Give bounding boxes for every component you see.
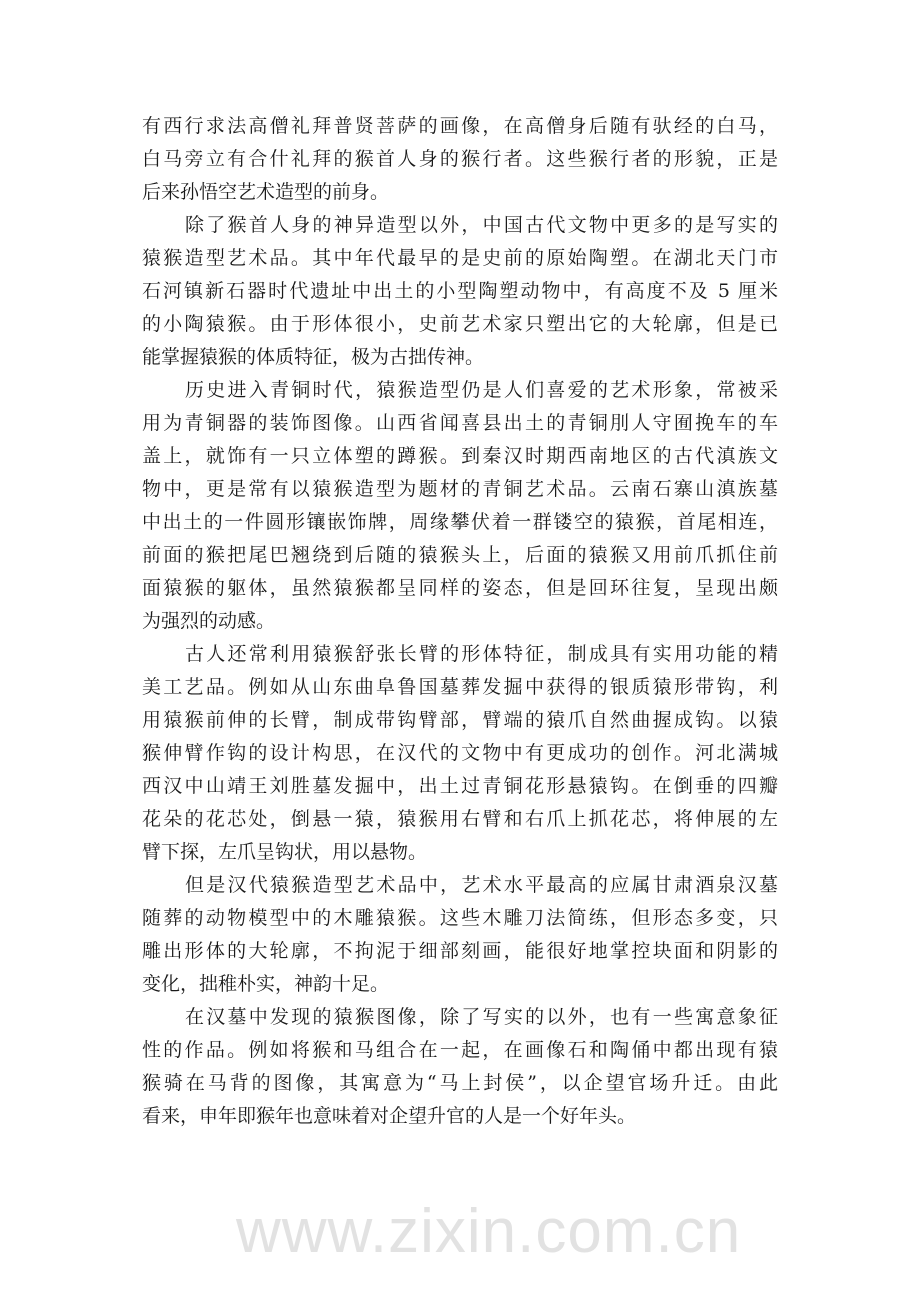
paragraph xyxy=(142,638,778,869)
text-line: 中出土的一件圆形镶嵌饰牌，周缘攀伏着一群镂空的猿猴，首尾相连， xyxy=(142,511,778,533)
text-line: 石河镇新石器时代遗址中出土的小型陶塑动物中，有高度不及 5 厘米 xyxy=(142,280,778,302)
text-line: 变化，拙稚朴实，神韵十足。 xyxy=(142,973,390,995)
text-line: 猿猴造型艺术品。其中年代最早的是史前的原始陶塑。在湖北天门市 xyxy=(142,247,778,269)
watermark: www.zixin.com.cn xyxy=(236,1197,742,1266)
paragraph xyxy=(142,869,778,1001)
paragraph xyxy=(142,374,778,638)
text-line: 白马旁立有合什礼拜的猴首人身的猴行者。这些猴行者的形貌，正是 xyxy=(142,148,778,170)
text-line: 西汉中山靖王刘胜墓发掘中，出土过青铜花形悬猿钩。在倒垂的四瓣 xyxy=(142,775,778,797)
text-line: 用为青铜器的装饰图像。山西省闻喜县出土的青铜刖人守囿挽车的车 xyxy=(142,412,778,434)
text-line: 猴骑在马背的图像，其寓意为“马上封侯”，以企望官场升迁。由此 xyxy=(142,1072,778,1094)
paragraph xyxy=(142,1001,778,1133)
text-line: 花朵的花芯处，倒悬一猿，猿猴用右臂和右爪上抓花芯，将伸展的左 xyxy=(142,808,778,830)
text-line: 猴伸臂作钩的设计构思，在汉代的文物中有更成功的创作。河北满城 xyxy=(142,742,778,764)
paragraph xyxy=(142,110,778,209)
text-line: 物中，更是常有以猿猴造型为题材的青铜艺术品。云南石寨山滇族墓 xyxy=(142,478,778,500)
text-line: 有西行求法高僧礼拜普贤菩萨的画像，在高僧身后随有驮经的白马， xyxy=(142,115,778,137)
text-line: 前面的猴把尾巴翘绕到后随的猿猴头上，后面的猿猴又用前爪抓住前 xyxy=(142,544,778,566)
text-line: 随葬的动物模型中的木雕猿猴。这些木雕刀法简练，但形态多变，只 xyxy=(142,907,778,929)
text-line: 用猿猴前伸的长臂，制成带钩臂部，臂端的猿爪自然曲握成钩。以猿 xyxy=(142,709,778,731)
text-line: 盖上，就饰有一只立体塑的蹲猴。到秦汉时期西南地区的古代滇族文 xyxy=(142,445,778,467)
text-line: 性的作品。例如将猴和马组合在一起，在画像石和陶俑中都出现有猿 xyxy=(142,1039,778,1061)
text-line: 能掌握猿猴的体质特征，极为古拙传神。 xyxy=(142,346,485,368)
text-line: 历史进入青铜时代，猿猴造型仍是人们喜爱的艺术形象，常被采 xyxy=(185,379,778,401)
text-line: 美工艺品。例如从山东曲阜鲁国墓葬发掘中获得的银质猿形带钩，利 xyxy=(142,676,778,698)
text-line: 雕出形体的大轮廓，不拘泥于细部刻画，能很好地掌控块面和阴影的 xyxy=(142,940,778,962)
text-line: 为强烈的动感。 xyxy=(142,610,276,632)
document-body xyxy=(142,110,778,1133)
text-line: 但是汉代猿猴造型艺术品中，艺术水平最高的应属甘肃酒泉汉墓 xyxy=(185,874,778,896)
paragraph xyxy=(142,209,778,374)
text-line: 臂下探，左爪呈钩状，用以悬物。 xyxy=(142,841,428,863)
text-line: 面猿猴的躯体，虽然猿猴都呈同样的姿态，但是回环往复，呈现出颇 xyxy=(142,577,778,599)
text-line: 古人还常利用猿猴舒张长臂的形体特征，制成具有实用功能的精 xyxy=(185,643,778,665)
text-line: 的小陶猿猴。由于形体很小，史前艺术家只塑出它的大轮廓，但是已 xyxy=(142,313,778,335)
text-line: 后来孙悟空艺术造型的前身。 xyxy=(142,181,390,203)
text-line: 在汉墓中发现的猿猴图像，除了写实的以外，也有一些寓意象征 xyxy=(185,1006,778,1028)
text-line: 除了猴首人身的神异造型以外，中国古代文物中更多的是写实的 xyxy=(185,214,778,236)
text-line: 看来，申年即猴年也意味着对企望升官的人是一个好年头。 xyxy=(142,1105,637,1127)
